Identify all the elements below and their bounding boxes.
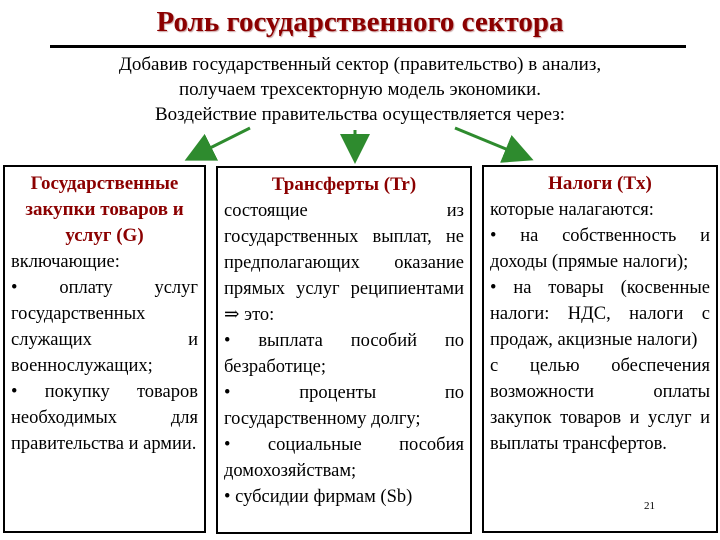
list-item: • проценты по государственному долгу; bbox=[224, 383, 464, 429]
column-heading: Государственные закупки товаров и услуг (G) bbox=[25, 173, 184, 246]
list-item: • на собственность и доходы (прямые налоги); bbox=[490, 226, 710, 272]
intro-line: Добавив государственный сектор (правительство) в анализ, bbox=[118, 54, 602, 75]
list-item: • покупку товаров необходимых для правительства и армии. bbox=[11, 382, 198, 454]
list-item: • социальные пособия домохозяйствам; bbox=[224, 435, 464, 481]
list-item: • оплату услуг государственных служащих и военнослужащих; bbox=[11, 278, 198, 376]
arrow-left bbox=[190, 128, 250, 158]
list-item: • субсидии фирмам (Sb) bbox=[224, 487, 413, 507]
column-heading: Налоги (Tx) bbox=[548, 173, 652, 194]
intro-line: Воздействие правительства осуществляется через: bbox=[154, 104, 566, 125]
slide-title: Роль государственного сектора bbox=[156, 6, 564, 38]
government-purchases-box bbox=[3, 165, 206, 533]
intro-line: получаем трехсекторную модель экономики. bbox=[178, 79, 542, 100]
list-item: • на товары (косвенные налоги: НДС, налоги с продаж, акцизные налоги) bbox=[490, 278, 710, 350]
branch-arrows bbox=[0, 0, 720, 170]
column-intro: включающие: bbox=[11, 252, 120, 272]
arrow-right bbox=[455, 128, 528, 158]
column-heading: Трансферты (Tr) bbox=[271, 174, 417, 195]
column-intro: которые налагаются: bbox=[490, 200, 654, 220]
transfers-box bbox=[216, 166, 472, 534]
list-item: • выплата пособий по безработице; bbox=[224, 331, 464, 377]
column-intro: состоящие из государственных выплат, не предполагающих оказание прямых услуг реципиентами ⇒ это: bbox=[224, 201, 464, 325]
list-item: с целью обеспечения возможности оплаты закупок товаров и услуг и выплаты трансфертов. bbox=[490, 356, 710, 454]
taxes-box bbox=[482, 165, 718, 533]
page-number: 21 bbox=[644, 500, 655, 512]
